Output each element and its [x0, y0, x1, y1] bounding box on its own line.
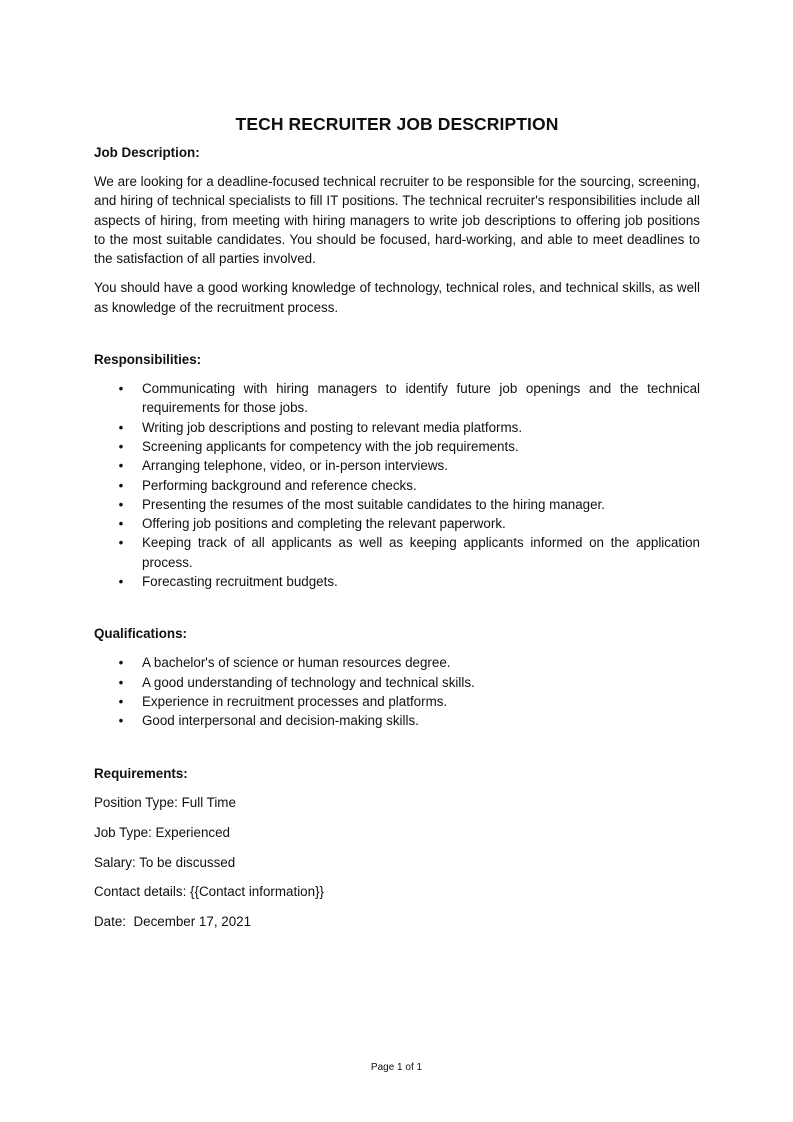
list-item: [94, 673, 700, 692]
list-item: [94, 456, 700, 475]
job-description-section: [94, 143, 700, 317]
list-item: [94, 572, 700, 591]
qualifications-section: [94, 624, 700, 730]
responsibilities-heading: Responsibilities:: [94, 352, 202, 368]
requirements-section: [94, 764, 700, 932]
bullet-icon: •: [118, 419, 124, 435]
bullet-icon: •: [118, 477, 124, 493]
list-item-text: Writing job descriptions and posting to relevant media platforms.: [142, 419, 523, 435]
job-description-paragraph-1: We are looking for a deadline-focused technical recruiter to be responsible for the sourcing, screening, and hiring of technical specialists to fill IT positions. The technical recruiter's responsibilities include all aspects of hiring, from meeting with hiring managers to write job descriptions to offering job positions to the most suitable candidates. You should be focused, hard-working, and able to meet deadlines to the satisfaction of all parties involved.: [94, 174, 700, 267]
list-item: [94, 711, 700, 730]
document-page: [94, 112, 700, 932]
bullet-icon: •: [118, 574, 124, 590]
responsibilities-section: [94, 350, 700, 591]
bullet-icon: •: [118, 496, 124, 512]
bullet-icon: •: [118, 693, 124, 709]
document-title: TECH RECRUITER JOB DESCRIPTION: [235, 114, 559, 134]
list-item-text: Presenting the resumes of the most suitable candidates to the hiring manager.: [142, 496, 605, 512]
job-description-paragraph-2: You should have a good working knowledge of technology, technical roles, and technical skills, as well as knowledge of the recruitment process.: [94, 280, 700, 315]
page-number: Page 1 of 1: [370, 1062, 423, 1073]
qualifications-list: [94, 653, 700, 730]
list-item-text: A bachelor's of science or human resources degree.: [142, 655, 451, 671]
list-item: [94, 418, 700, 437]
contact-details: Contact details: {{Contact information}}: [94, 884, 325, 900]
bullet-icon: •: [118, 535, 124, 551]
job-description-heading: Job Description:: [94, 145, 200, 160]
bullet-icon: •: [118, 381, 124, 397]
bullet-icon: •: [118, 713, 124, 729]
list-item-text: Experience in recruitment processes and platforms.: [142, 693, 448, 709]
list-item-text: Arranging telephone, video, or in-person interviews.: [142, 458, 448, 474]
list-item-text: Keeping track of all applicants as well as keeping applicants informed on the application process.: [142, 535, 700, 570]
bullet-icon: •: [118, 438, 124, 454]
list-item-text: Good interpersonal and decision-making skills.: [142, 713, 419, 729]
list-item: [94, 379, 700, 418]
list-item-text: Communicating with hiring managers to identify future job openings and the technical requirements for those jobs.: [142, 381, 700, 416]
list-item-text: A good understanding of technology and technical skills.: [142, 674, 475, 690]
position-type: Position Type: Full Time: [94, 795, 236, 811]
list-item: [94, 476, 700, 495]
list-item: [94, 437, 700, 456]
job-type: Job Type: Experienced: [94, 824, 230, 840]
responsibilities-list: [94, 379, 700, 591]
bullet-icon: •: [118, 674, 124, 690]
bullet-icon: •: [118, 655, 124, 671]
list-item: [94, 495, 700, 514]
requirements-heading: Requirements:: [94, 765, 188, 781]
list-item-text: Offering job positions and completing the relevant paperwork.: [142, 516, 506, 532]
list-item: [94, 692, 700, 711]
list-item: [94, 533, 700, 572]
bullet-icon: •: [118, 458, 124, 474]
salary: Salary: To be discussed: [94, 854, 236, 870]
list-item-text: Forecasting recruitment budgets.: [142, 574, 338, 590]
date: Date: December 17, 2021: [94, 914, 252, 930]
qualifications-heading: Qualifications:: [94, 626, 188, 642]
list-item: [94, 514, 700, 533]
list-item: [94, 653, 700, 672]
list-item-text: Screening applicants for competency with the job requirements.: [142, 438, 519, 454]
bullet-icon: •: [118, 516, 124, 532]
list-item-text: Performing background and reference checks.: [142, 477, 417, 493]
